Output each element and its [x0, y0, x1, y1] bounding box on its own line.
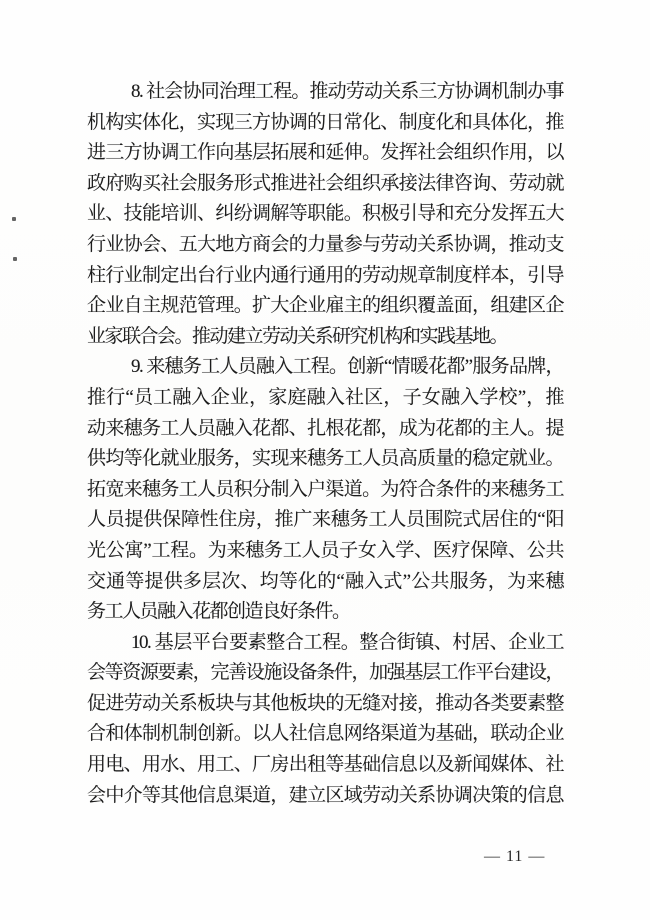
text-line: 业、技能培训、纠纷调解等职能。积极引导和充分发挥五大	[87, 203, 563, 225]
margin-mark	[12, 217, 16, 221]
text-line: 用电、用水、用工、厂房出租等基础信息以及新闻媒体、社	[87, 754, 563, 776]
margin-mark	[13, 257, 17, 261]
text-line: 合和体制机制创新。以人社信息网络渠道为基础，联动企业	[87, 723, 563, 745]
text-line: 务工人员融入花都创造良好条件。	[87, 601, 350, 623]
text-line: 9. 来穗务工人员融入工程。创新“情暖花都”服务品牌，	[131, 356, 563, 378]
text-line: 动来穗务工人员融入花都、扎根花都，成为花都的主人。提	[87, 417, 563, 439]
text-line: 会等资源要素，完善设施设备条件，加强基层工作平台建设，	[87, 662, 563, 684]
text-line: 10. 基层平台要素整合工程。整合街镇、村居、企业工	[131, 631, 563, 653]
text-line: 供均等化就业服务，实现来穗务工人员高质量的稳定就业。	[87, 448, 563, 470]
page-number: — 11 —	[484, 848, 546, 865]
document-body	[87, 77, 563, 811]
text-line: 业家联合会。推动建立劳动关系研究机构和实践基地。	[87, 325, 508, 347]
text-line: 交通等提供多层次、均等化的“融入式”公共服务，为来穗	[87, 570, 563, 592]
text-line: 8. 社会协同治理工程。推动劳动关系三方协调机制办事	[131, 81, 563, 102]
text-line: 政府购买社会服务形式推进社会组织承接法律咨询、劳动就	[87, 172, 563, 194]
text-line: 企业自主规范管理。扩大企业雇主的组织覆盖面，组建区企	[87, 295, 563, 317]
text-line: 柱行业制定出台行业内通行通用的劳动规章制度样本，引导	[87, 264, 563, 286]
text-line: 行业协会、五大地方商会的力量参与劳动关系协调，推动支	[87, 233, 563, 255]
text-line: 光公寓”工程。为来穗务工人员子女入学、医疗保障、公共	[87, 539, 563, 561]
text-line: 人员提供保障性住房，推广来穗务工人员围院式居住的“阳	[87, 509, 563, 531]
text-line: 会中介等其他信息渠道，建立区域劳动关系协调决策的信息	[87, 784, 563, 806]
text-line: 促进劳动关系板块与其他板块的无缝对接，推动各类要素整	[87, 692, 563, 714]
text-line: 进三方协调工作向基层拓展和延伸。发挥社会组织作用，以	[87, 142, 563, 164]
text-line: 拓宽来穗务工人员积分制入户渠道。为符合条件的来穗务工	[87, 478, 563, 500]
text-line: 推行“员工融入企业，家庭融入社区，子女融入学校”，推	[87, 386, 563, 408]
text-line: 机构实体化，实现三方协调的日常化、制度化和具体化，推	[87, 111, 563, 133]
